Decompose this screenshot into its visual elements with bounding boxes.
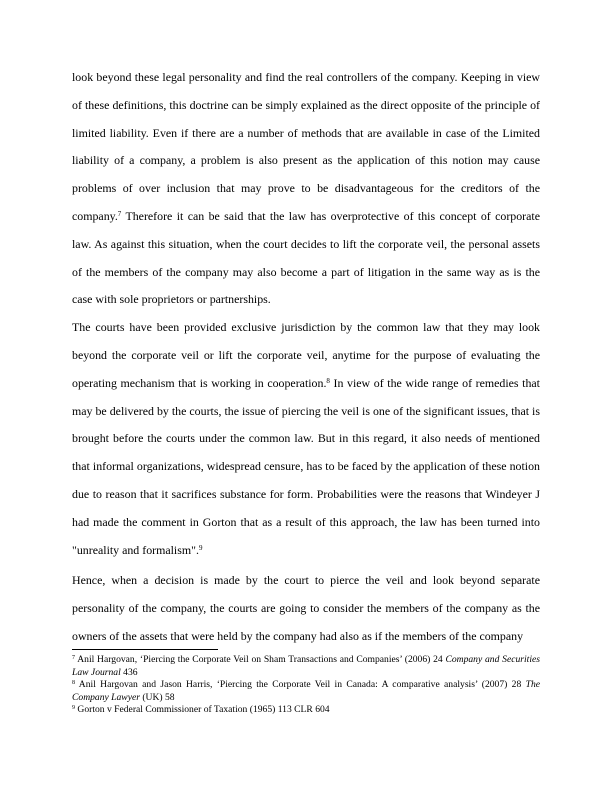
footnote-text: Anil Hargovan and Jason Harris, ‘Piercing the Corporate Veil in Canada: A comparative analysis’ (2007) 28 [75, 679, 526, 691]
paragraph-1 [72, 64, 540, 314]
footnote-number: 8 [72, 680, 75, 687]
paragraph-3 [72, 567, 540, 650]
footnote-text: Anil Hargovan, ‘Piercing the Corporate Veil on Sham Transactions and Companies’ (2006) 24 [75, 654, 446, 665]
footnote-tail: (UK) 58 [139, 691, 175, 703]
footnote-journal: The Company Lawyer [72, 679, 540, 703]
paragraph-2-text-a: The courts have been provided exclusive jurisdiction by the common law that they may look beyond the corporate veil or lift the corporate veil, anytime for the purpose of evaluating the operating mechanism that is working in cooperation. [72, 320, 540, 390]
footnote-ref-7: 7 [117, 209, 122, 218]
footnote-number: 9 [72, 705, 75, 712]
footnote-separator [72, 649, 218, 650]
footnote-7 [72, 654, 540, 679]
paragraph-1-text-a: look beyond these legal personality and find the real controllers of the company. Keeping in view of these definitions, this doctrine can be simply explained as the direct opposite of the principle of limited liability. Even if there are a number of methods that are available in case of the Limited liability of a company, a problem is also present as the application of this notion may cause problems of over inclusion that may prove to be disadvantageous for the creditors of the company. [72, 70, 540, 223]
body-text [72, 64, 540, 651]
paragraph-1-text-b: Therefore it can be said that the law has overprotective of this concept of corporate law. As against this situation, when the court decides to lift the corporate veil, the personal assets of the members of the company may also become a part of litigation in the same way as is the case with sole proprietors or partnerships. [72, 208, 540, 307]
paragraph-3-text-a: Hence, when a decision is made by the court to pierce the veil and look beyond separate personality of the company, the courts are going to consider the members of the company as the owners of the assets that were held by the company had also as if the members of the company [72, 573, 540, 643]
footnote-8 [72, 679, 540, 704]
paragraph-2-text-b: In view of the wide range of remedies that may be delivered by the courts, the issue of piercing the veil is one of the significant issues, that is brought before the courts under the common law. But in this regard, it also needs of mentioned that informal organizations, widespread censure, has to be faced by the application of these notion due to reason that it sacrifices substance for form. Probabilities were the reasons that Windeyer J had made the comment in Gorton that as a result of this approach, the law has been turned into "unreality and formalism". [72, 375, 540, 557]
footnote-tail: 436 [120, 666, 138, 678]
footnote-text: Gorton v Federal Commissioner of Taxation (1965) 113 CLR 604 [75, 704, 330, 716]
footnote-number: 7 [72, 655, 75, 661]
paragraph-2 [72, 314, 540, 564]
footnote-journal: Company and Securities Law Journal [72, 654, 540, 678]
footnote-9 [72, 704, 540, 717]
footnotes [72, 654, 540, 717]
footnote-ref-8: 8 [326, 376, 330, 385]
footnote-ref-9: 9 [198, 543, 203, 552]
